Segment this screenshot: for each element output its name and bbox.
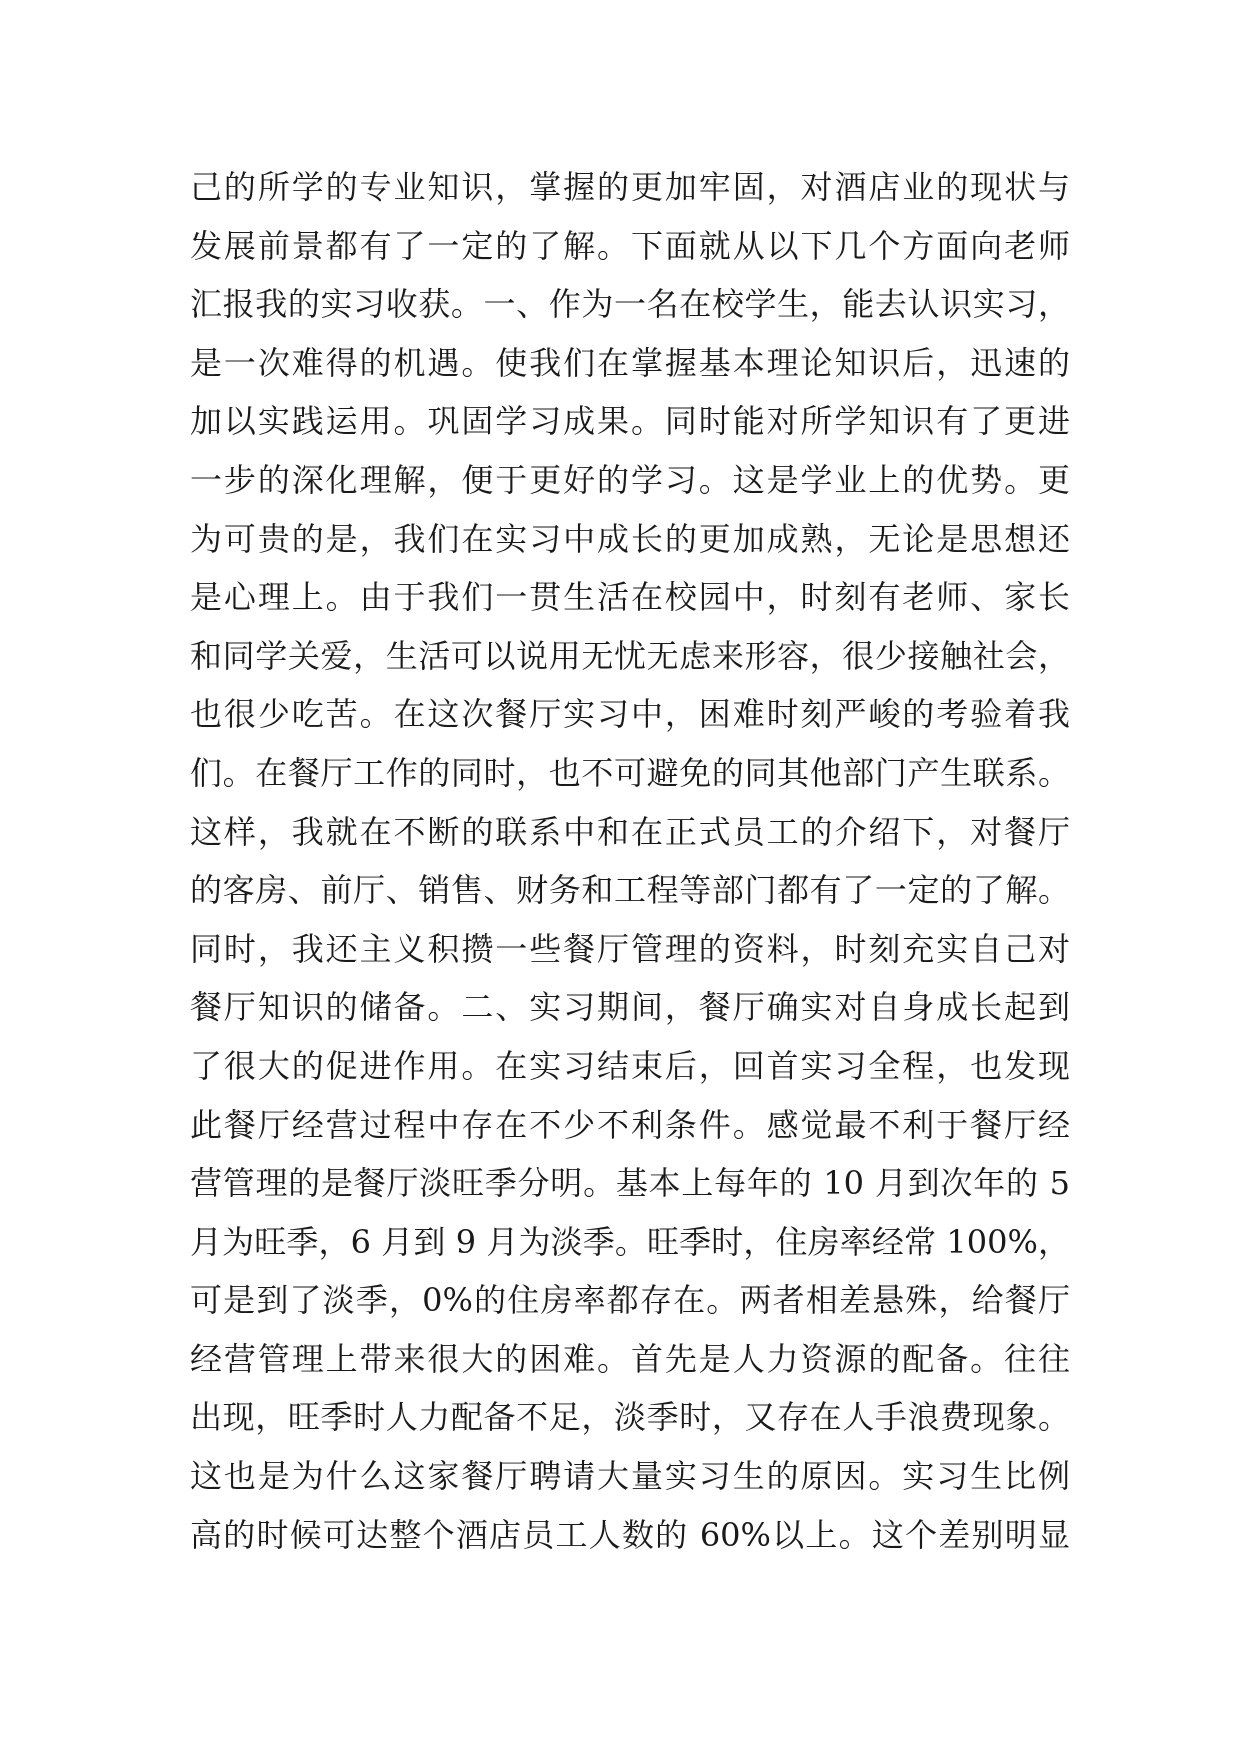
body-text bbox=[190, 158, 1070, 1564]
text-line: 经营管理上带来很大的困难。首先是人力资源的配备。往往 bbox=[190, 1339, 1070, 1378]
text-line: 一步的深化理解，便于更好的学习。这是学业上的优势。更 bbox=[190, 460, 1070, 499]
text-line: 这也是为什么这家餐厅聘请大量实习生的原因。实习生比例 bbox=[190, 1457, 1070, 1496]
text-line: 为可贵的是，我们在实习中成长的更加成熟，无论是思想还 bbox=[190, 519, 1070, 558]
text-line: 是一次难得的机遇。使我们在掌握基本理论知识后，迅速的 bbox=[190, 343, 1070, 382]
text-line: 高的时候可达整个酒店员工人数的 60%以上。这个差别明显 bbox=[190, 1515, 1070, 1554]
text-line: 可是到了淡季，0%的住房率都存在。两者相差悬殊，给餐厅 bbox=[190, 1281, 1070, 1320]
text-line: 了很大的促进作用。在实习结束后，回首实习全程，也发现 bbox=[190, 1046, 1070, 1085]
text-line: 同时，我还主义积攒一些餐厅管理的资料，时刻充实自己对 bbox=[190, 929, 1070, 968]
text-line: 己的所学的专业知识，掌握的更加牢固，对酒店业的现状与 bbox=[190, 168, 1070, 206]
text-line: 营管理的是餐厅淡旺季分明。基本上每年的 10 月到次年的 5 bbox=[190, 1164, 1070, 1203]
text-line: 加以实践运用。巩固学习成果。同时能对所学知识有了更进 bbox=[190, 402, 1070, 441]
text-line: 们。在餐厅工作的同时，也不可避免的同其他部门产生联系。 bbox=[190, 753, 1070, 792]
text-line: 这样，我就在不断的联系中和在正式员工的介绍下，对餐厅 bbox=[190, 812, 1070, 851]
text-line: 出现，旺季时人力配备不足，淡季时，又存在人手浪费现象。 bbox=[190, 1398, 1070, 1437]
text-line: 月为旺季，6 月到 9 月为淡季。旺季时，住房率经常 100%， bbox=[190, 1222, 1070, 1261]
text-line: 餐厅知识的储备。二、实习期间，餐厅确实对自身成长起到 bbox=[190, 988, 1070, 1027]
text-line: 也很少吃苦。在这次餐厅实习中，困难时刻严峻的考验着我 bbox=[190, 695, 1070, 734]
text-line: 是心理上。由于我们一贯生活在校园中，时刻有老师、家长 bbox=[190, 578, 1070, 617]
text-line: 此餐厅经营过程中存在不少不利条件。感觉最不利于餐厅经 bbox=[190, 1105, 1070, 1144]
text-line: 的客房、前厅、销售、财务和工程等部门都有了一定的了解。 bbox=[190, 871, 1070, 910]
text-line: 和同学关爱，生活可以说用无忧无虑来形容，很少接触社会， bbox=[190, 636, 1070, 675]
text-line: 汇报我的实习收获。一、作为一名在校学生，能去认识实习， bbox=[190, 285, 1070, 324]
text-line: 发展前景都有了一定的了解。下面就从以下几个方面向老师 bbox=[190, 226, 1070, 265]
